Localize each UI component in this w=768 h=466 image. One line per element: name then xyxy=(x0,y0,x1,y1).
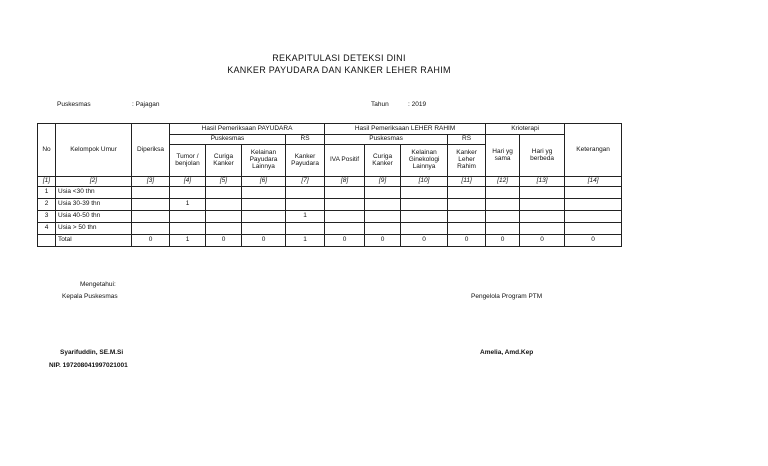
table-cell xyxy=(170,187,206,199)
table-cell xyxy=(286,223,325,235)
table-cell xyxy=(401,223,448,235)
table-cell xyxy=(520,223,565,235)
col-number: [14] xyxy=(565,177,622,187)
table-cell: 1 xyxy=(170,199,206,211)
header-hari-beda: Hari yg berbeda xyxy=(520,135,565,177)
table-cell xyxy=(448,223,486,235)
table-cell xyxy=(448,211,486,223)
table-cell xyxy=(242,211,286,223)
table-cell: Usia <30 thn xyxy=(56,187,132,199)
table-cell xyxy=(520,211,565,223)
table-cell xyxy=(486,187,520,199)
col-number: [1] xyxy=(38,177,56,187)
total-cell: 0 xyxy=(365,235,401,247)
header-puskesmas-payudara: Puskesmas xyxy=(170,135,286,145)
header-rs-leher-rahim: RS xyxy=(448,135,486,145)
table-cell: Usia 30-39 thn xyxy=(56,199,132,211)
header-kelainan-ginekologi: Kelainan Ginekologi Lainnya xyxy=(401,145,448,177)
tahun-label: Tahun xyxy=(371,101,389,108)
tahun-value: : 2019 xyxy=(408,101,427,108)
total-cell: 0 xyxy=(448,235,486,247)
header-puskesmas-leher-rahim: Puskesmas xyxy=(325,135,448,145)
header-kanker-payudara: Kanker Payudara xyxy=(286,145,325,177)
table-cell: Usia > 50 thn xyxy=(56,223,132,235)
total-cell xyxy=(38,235,56,247)
col-number: [12] xyxy=(486,177,520,187)
header-curiga-kanker-2: Curiga Kanker xyxy=(365,145,401,177)
table-cell xyxy=(206,211,242,223)
header-hari-sama: Hari yg sama xyxy=(486,135,520,177)
col-number: [2] xyxy=(56,177,132,187)
table-cell xyxy=(565,211,622,223)
col-number: [4] xyxy=(170,177,206,187)
table-cell xyxy=(401,199,448,211)
header-krioterapi: Krioterapi xyxy=(486,124,565,135)
table-cell: 3 xyxy=(38,211,56,223)
header-payudara: Hasil Pemeriksaan PAYUDARA xyxy=(170,124,325,135)
header-kanker-leher-rahim: Kanker Leher Rahim xyxy=(448,145,486,177)
table-cell xyxy=(132,211,170,223)
table-cell xyxy=(325,223,365,235)
col-number: [6] xyxy=(242,177,286,187)
table-cell xyxy=(365,211,401,223)
table-row xyxy=(38,211,622,223)
table-cell: 1 xyxy=(286,211,325,223)
table-cell xyxy=(325,187,365,199)
table-cell xyxy=(448,199,486,211)
table-cell xyxy=(565,187,622,199)
table-cell xyxy=(206,199,242,211)
col-number: [9] xyxy=(365,177,401,187)
table-cell xyxy=(401,211,448,223)
table-cell xyxy=(242,187,286,199)
table-cell xyxy=(286,187,325,199)
header-no: No xyxy=(38,124,56,177)
table-cell xyxy=(132,223,170,235)
col-number: [13] xyxy=(520,177,565,187)
header-curiga-kanker: Curiga Kanker xyxy=(206,145,242,177)
table-cell xyxy=(365,199,401,211)
table-cell xyxy=(486,199,520,211)
col-number: [3] xyxy=(132,177,170,187)
table-cell xyxy=(448,187,486,199)
pengelola-title: Pengelola Program PTM xyxy=(471,293,543,300)
header-kelompok-umur: Kelompok Umur xyxy=(56,124,132,177)
header-iva-positif: IVA Positif xyxy=(325,145,365,177)
header-kelainan-payudara: Kelainan Payudara Lainnya xyxy=(242,145,286,177)
header-keterangan: Keterangan xyxy=(565,124,622,177)
table-cell: 4 xyxy=(38,223,56,235)
header-rs-payudara: RS xyxy=(286,135,325,145)
table-cell xyxy=(242,223,286,235)
total-cell: 0 xyxy=(486,235,520,247)
table-cell xyxy=(325,199,365,211)
header-tumor: Tumor / benjolan xyxy=(170,145,206,177)
table-cell xyxy=(401,187,448,199)
total-cell: 0 xyxy=(565,235,622,247)
pengelola-name: Amelia, Amd.Kep xyxy=(480,349,534,356)
table-cell: 1 xyxy=(38,187,56,199)
table-cell xyxy=(170,223,206,235)
kepala-nip: NIP. 197208041997021001 xyxy=(49,362,128,369)
table-cell xyxy=(132,187,170,199)
table-row xyxy=(38,223,622,235)
puskesmas-label: Puskesmas xyxy=(57,101,91,108)
total-label: Total xyxy=(56,235,132,247)
table-cell xyxy=(286,199,325,211)
mengetahui-label: Mengetahui: xyxy=(80,281,116,288)
column-number-row xyxy=(38,177,622,187)
rekap-table xyxy=(37,123,622,247)
total-row xyxy=(38,235,622,247)
table-cell xyxy=(132,199,170,211)
table-cell xyxy=(365,187,401,199)
total-cell: 0 xyxy=(206,235,242,247)
header-leher-rahim: Hasil Pemeriksaan LEHER RAHIM xyxy=(325,124,486,135)
table-cell xyxy=(170,211,206,223)
total-cell: 0 xyxy=(401,235,448,247)
total-cell: 0 xyxy=(520,235,565,247)
table-cell: Usia 40-50 thn xyxy=(56,211,132,223)
total-cell: 1 xyxy=(286,235,325,247)
col-number: [8] xyxy=(325,177,365,187)
col-number: [5] xyxy=(206,177,242,187)
total-cell: 0 xyxy=(242,235,286,247)
kepala-name: Syarifuddin, SE.M.Si xyxy=(60,349,124,356)
table-cell xyxy=(565,199,622,211)
kepala-puskesmas-title: Kepala Puskesmas xyxy=(62,293,118,300)
header-diperiksa: Diperiksa xyxy=(132,124,170,177)
table-cell xyxy=(565,223,622,235)
table-cell xyxy=(242,199,286,211)
total-cell: 1 xyxy=(170,235,206,247)
col-number: [10] xyxy=(401,177,448,187)
table-cell xyxy=(365,223,401,235)
table-row xyxy=(38,187,622,199)
col-number: [7] xyxy=(286,177,325,187)
table-row xyxy=(38,199,622,211)
report-title-line-1: REKAPITULASI DETEKSI DINI xyxy=(272,53,406,63)
total-cell: 0 xyxy=(325,235,365,247)
table-cell xyxy=(206,223,242,235)
puskesmas-value: : Pajagan xyxy=(132,101,160,108)
table-cell xyxy=(520,199,565,211)
table-cell xyxy=(325,211,365,223)
total-cell: 0 xyxy=(132,235,170,247)
table-cell: 2 xyxy=(38,199,56,211)
col-number: [11] xyxy=(448,177,486,187)
table-cell xyxy=(486,223,520,235)
table-cell xyxy=(486,211,520,223)
report-title-line-2: KANKER PAYUDARA DAN KANKER LEHER RAHIM xyxy=(227,65,451,75)
table-cell xyxy=(520,187,565,199)
table-cell xyxy=(206,187,242,199)
